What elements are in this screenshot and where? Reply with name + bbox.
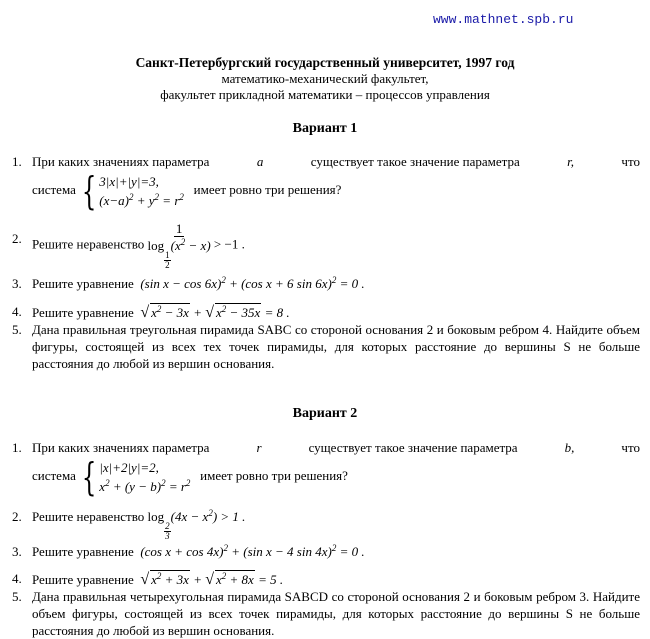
problem-number: 5. (12, 322, 22, 337)
equation: 3|x|+|y|=3, (99, 174, 159, 189)
v1-problem-2 (12, 221, 640, 270)
university-title: Санкт-Петербургский государственный университет, 1997 год (135, 55, 515, 70)
problem-text: система (32, 181, 76, 197)
equation: (cos x + cos 4x)$^2$ + (sin x − 4 sin 4x)$^2$ = 0 . (140, 543, 365, 559)
problem-number: 3. (12, 276, 22, 291)
v1-problem-4 (12, 303, 640, 321)
v2-problem-4 (12, 570, 640, 588)
v2-problem-1 (12, 439, 640, 499)
inequality-rhs: > −1 . (213, 236, 245, 252)
equation-system: { |x|+2|y|=2, $x^2 + (y - b)^2 = r^2$ (81, 455, 191, 499)
faculty-line-2: факультет прикладной математики – процессов управления (160, 87, 490, 102)
variant-1-title: Вариант 1 (292, 121, 358, 136)
problem-text: что (621, 440, 640, 455)
problem-number: 5. (12, 589, 22, 604)
problem-number: 1. (12, 440, 22, 455)
v1-problem-1 (12, 153, 640, 213)
problem-text: Решите уравнение (32, 544, 134, 559)
problem-text: Решите уравнение (32, 572, 134, 587)
v2-problem-2 (12, 508, 640, 541)
fraction: 1 log $\frac{1}{2}$ $(x^2 - x)$ (147, 221, 211, 270)
problem-text: Дана правильная треугольная пирамида SABC со стороной основания 2 и боковым ребром 4. Найдите объем фигуры, состоящей из всех тех точек пирамиды, для которых расстояние до вершины S не больше расстояния до любой из вершин основания. (32, 322, 640, 371)
problem-number: 3. (12, 544, 22, 559)
variant-2-title: Вариант 2 (292, 406, 358, 421)
v1-problem-5 (12, 321, 640, 372)
equation: √ $x^2 - 3x$ + √ $x^2 - 35x = 8$ . (140, 304, 290, 321)
problem-text: Решите уравнение (32, 305, 134, 320)
problem-text: имеет ровно три решения? (200, 467, 348, 483)
inequality: log $\frac{2}{3}$ $(4x - x^2) > 1$ . (147, 508, 246, 541)
problem-text: При каких значениях параметра (32, 440, 210, 455)
problem-number: 1. (12, 154, 22, 169)
v2-problem-5 (12, 588, 640, 639)
problem-number: 4. (12, 571, 22, 586)
equation-system: { 3|x|+|y|=3, $(x-a)^2 + y^2 = r^2$ (81, 169, 184, 213)
problem-text: что (621, 154, 640, 169)
equation: |x|+2|y|=2, (99, 460, 159, 475)
problem-text: существует такое значение параметра (308, 440, 518, 455)
v1-problem-3 (12, 275, 640, 292)
problem-text: При каких значениях параметра (32, 154, 210, 169)
problem-number: 4. (12, 304, 22, 319)
equation: $x^2 + (y - b)^2 = r^2$ (99, 478, 191, 494)
problem-text: существует такое значение параметра (310, 154, 520, 169)
problem-text: система (32, 467, 76, 483)
equation: (sin x − cos 6x)$^2$ + (cos x + 6 sin 6x)$^2$ = 0 . (140, 275, 365, 291)
param: r (256, 440, 262, 455)
param: a (256, 154, 264, 169)
param: b, (564, 440, 575, 455)
site-url[interactable]: www.mathnet.spb.ru (433, 12, 574, 27)
problem-number: 2. (12, 231, 22, 246)
equation: $(x-a)^2 + y^2 = r^2$ (99, 192, 184, 208)
problem-text: Решите неравенство (32, 236, 145, 252)
problem-text: Решите неравенство (32, 509, 145, 524)
param: r, (567, 154, 575, 169)
faculty-line-1: математико-механический факультет, (221, 71, 429, 86)
problem-number: 2. (12, 509, 22, 524)
equation: √ $x^2 + 3x$ + √ $x^2 + 8x = 5$ . (140, 571, 284, 588)
header (0, 55, 650, 103)
problem-text: Дана правильная четырехугольная пирамида SABCD со стороной основания 2 и боковым ребром 3. Найдите объем фигуры, состоящей из всех точек пирамиды, для которых расстояние до вершины S не больше расстояния до любой из вершин основания. (32, 589, 640, 638)
v2-problem-3 (12, 543, 640, 560)
problem-text: имеет ровно три решения? (193, 181, 342, 197)
problem-text: Решите уравнение (32, 276, 134, 291)
